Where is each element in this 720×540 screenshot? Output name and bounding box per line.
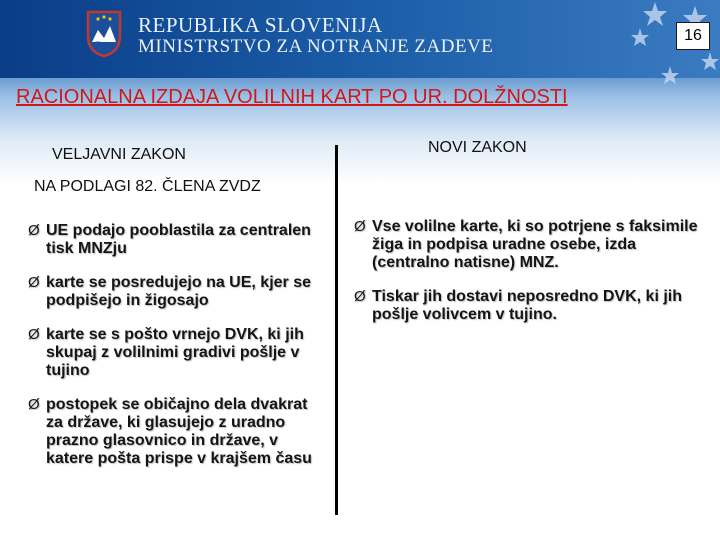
list-item-text: Tiskar jih dostavi neposredno DVK, ki jih pošlje volivcem v tujino. bbox=[372, 288, 682, 323]
right-bullet-list bbox=[354, 218, 714, 340]
arrow-bullet-icon: Ø bbox=[28, 274, 40, 291]
coat-of-arms-icon bbox=[86, 10, 122, 58]
page-number: 16 bbox=[676, 22, 710, 50]
arrow-bullet-icon: Ø bbox=[28, 222, 40, 239]
list-item bbox=[28, 326, 328, 380]
left-bullet-list bbox=[28, 222, 328, 484]
arrow-bullet-icon: Ø bbox=[28, 326, 40, 343]
list-item bbox=[28, 274, 328, 310]
arrow-bullet-icon: Ø bbox=[354, 288, 366, 305]
list-item bbox=[354, 288, 714, 324]
eu-star-icon bbox=[643, 2, 667, 26]
slide-title: RACIONALNA IZDAJA VOLILNIH KART PO UR. DOLŽNOSTI bbox=[16, 86, 568, 108]
list-item-text: postopek se običajno dela dvakrat za države, ki glasujejo z uradno prazno glasovnico in države, v katere pošta prispe v krajšem času bbox=[46, 396, 312, 467]
list-item-text: karte se s pošto vrnejo DVK, ki jih skupaj z volilnimi gradivi pošlje v tujino bbox=[46, 326, 304, 379]
ministry-line-2: MINISTRSTVO ZA NOTRANJE ZADEVE bbox=[138, 36, 494, 57]
ministry-line-1: REPUBLIKA SLOVENIJA bbox=[138, 13, 383, 37]
ministry-name bbox=[138, 14, 493, 58]
column-divider bbox=[335, 145, 338, 515]
eu-star-icon bbox=[701, 52, 719, 70]
left-column-subheader: NA PODLAGI 82. ČLENA ZVDZ bbox=[34, 178, 261, 195]
eu-star-icon bbox=[661, 66, 679, 84]
list-item-text: karte se posredujejo na UE, kjer se podpišejo in žigosajo bbox=[46, 274, 312, 309]
list-item bbox=[28, 396, 328, 468]
arrow-bullet-icon: Ø bbox=[28, 396, 40, 413]
list-item bbox=[28, 222, 328, 258]
list-item bbox=[354, 218, 714, 272]
arrow-bullet-icon: Ø bbox=[354, 218, 366, 235]
left-column-header: VELJAVNI ZAKON bbox=[52, 146, 186, 163]
right-column-header: NOVI ZAKON bbox=[428, 139, 527, 156]
list-item-text: UE podajo pooblastila za centralen tisk MNZju bbox=[46, 222, 311, 257]
eu-star-icon bbox=[631, 28, 649, 46]
list-item-text: Vse volilne karte, ki so potrjene s faksimile žiga in podpisa uradne osebe, izda (centralno natisne) MNZ. bbox=[372, 218, 698, 271]
